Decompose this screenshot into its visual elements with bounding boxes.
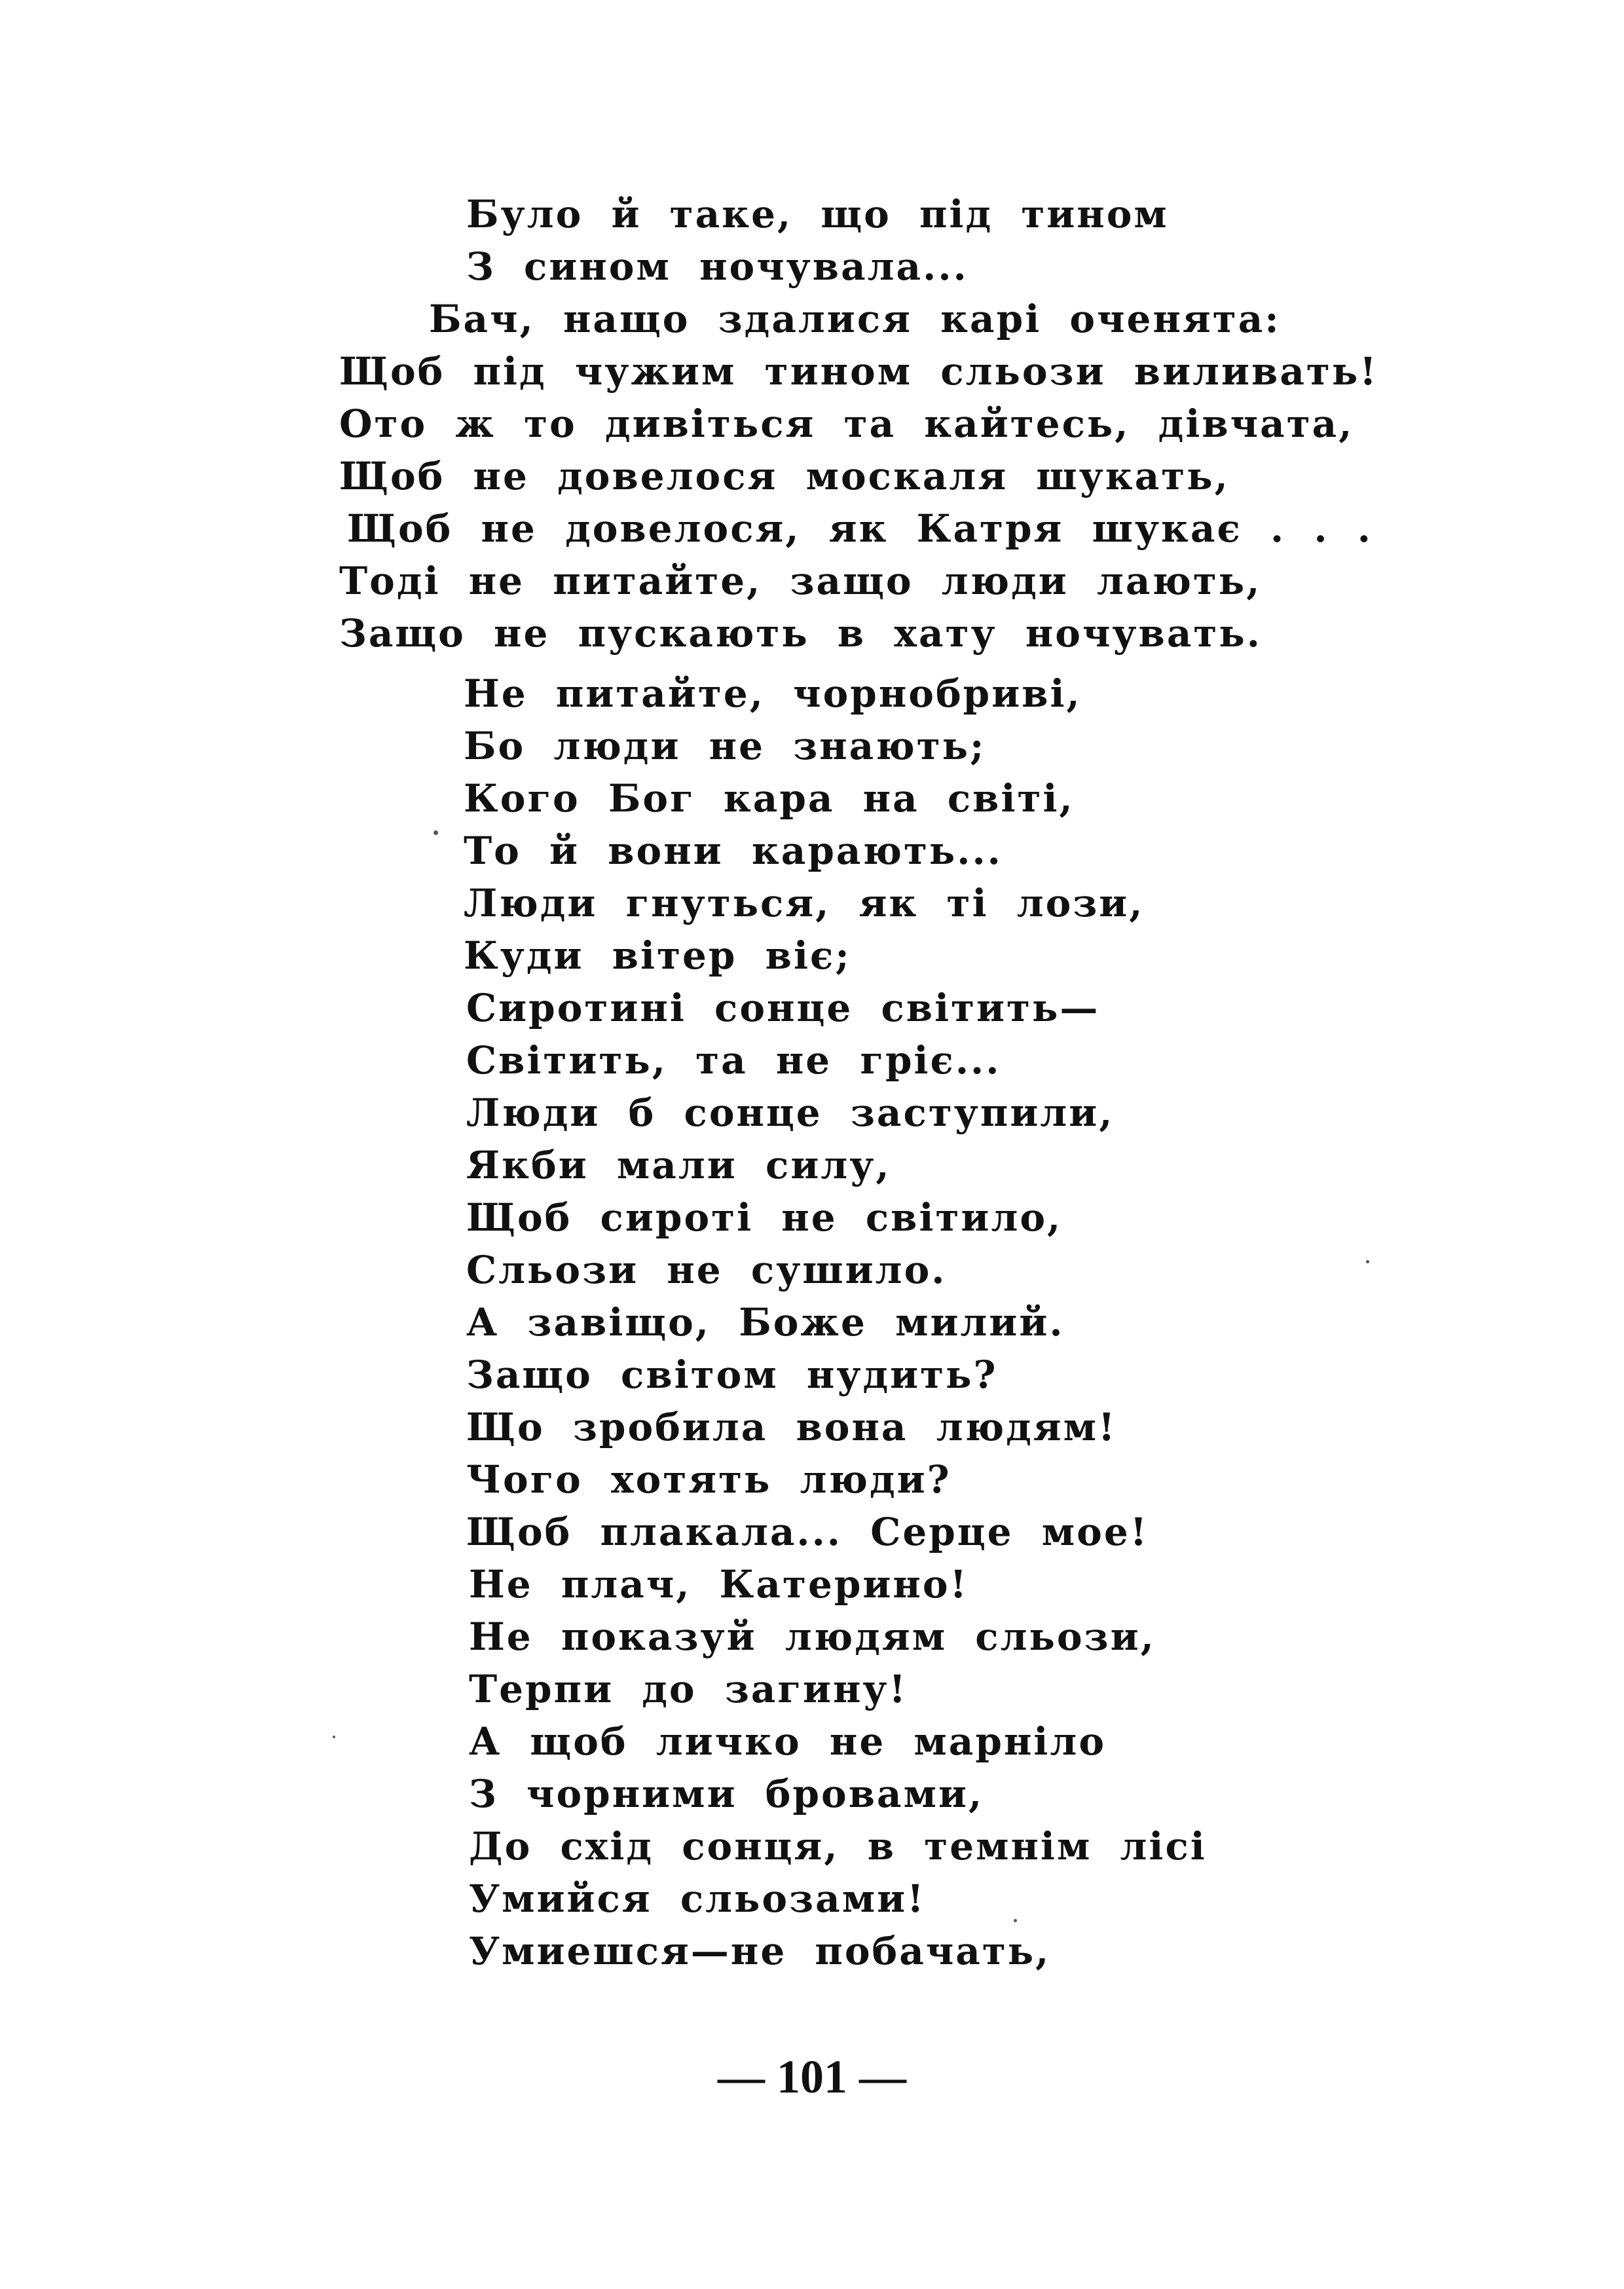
- poem-line: Бач, нащо здалися карі оченята:: [429, 297, 1281, 341]
- poem-line: Щоб сироті не світило,: [466, 1195, 1063, 1240]
- poem-line: Защо не пускають в хату ночувать.: [339, 611, 1262, 656]
- poem-line: Якби мали силу,: [466, 1143, 891, 1187]
- poem-line: Сльози не сушило.: [466, 1248, 947, 1292]
- poem-line: Защо світом нудить?: [466, 1352, 998, 1397]
- poem-line: Світить, та не гріє...: [466, 1038, 1001, 1083]
- poem-line: Було й таке, що під тином: [466, 192, 1169, 236]
- poem-line: З сином ночувала...: [466, 244, 969, 289]
- poem-line: Чого хотять люди?: [466, 1457, 951, 1502]
- page-number: — 101 —: [718, 2051, 906, 2103]
- poem-line: Люди гнуться, як ті лози,: [464, 881, 1145, 925]
- poem-line: Щоб під чужим тином сльози виливать!: [339, 349, 1378, 394]
- scan-speck: [1366, 1260, 1369, 1263]
- scan-speck: [1014, 1919, 1017, 1922]
- poem-line: Сиротині сонце світить—: [466, 986, 1100, 1030]
- poem-line: Щоб плакала... Серце мое!: [466, 1510, 1149, 1554]
- poem-line: А щоб личко не марніло: [469, 1719, 1107, 1764]
- poem-line: Умиешся—не побачать,: [469, 1929, 1051, 1973]
- poem-line: Куди вітер віє;: [464, 933, 851, 978]
- poem-line: Бо люди не знають;: [464, 724, 986, 768]
- poem-line: Не плач, Катерино!: [469, 1562, 969, 1607]
- poem-line: А завіщо, Боже милий.: [466, 1300, 1065, 1345]
- poem-line: Щоб не довелося москаля шукать,: [339, 454, 1230, 498]
- scan-speck: [333, 1736, 335, 1738]
- poem-line: Щоб не довелося, як Катря шукає . . .: [347, 506, 1373, 551]
- poem-line: Умийся сльозами!: [469, 1876, 926, 1921]
- scan-speck: [434, 830, 438, 835]
- poem-line: Кого Бог кара на світі,: [464, 776, 1075, 821]
- poem-line: Тоді не питайте, защо люди лають,: [339, 559, 1262, 603]
- poem-line: То й вони карають...: [464, 828, 1003, 873]
- poem-line: Не показуй людям сльози,: [469, 1614, 1156, 1659]
- poem-line: Терпи до загину!: [469, 1667, 908, 1711]
- poem-line: Люди б сонце заступили,: [466, 1090, 1115, 1135]
- poem-line: До схід сонця, в темнім лісі: [469, 1824, 1207, 1869]
- poem-line: З чорними бровами,: [469, 1772, 984, 1816]
- poem-line: Не питайте, чорнобриві,: [464, 671, 1082, 716]
- poem-line: Ото ж то дивіться та кайтесь, дівчата,: [339, 401, 1354, 446]
- poem-line: Що зробила вона людям!: [466, 1405, 1117, 1449]
